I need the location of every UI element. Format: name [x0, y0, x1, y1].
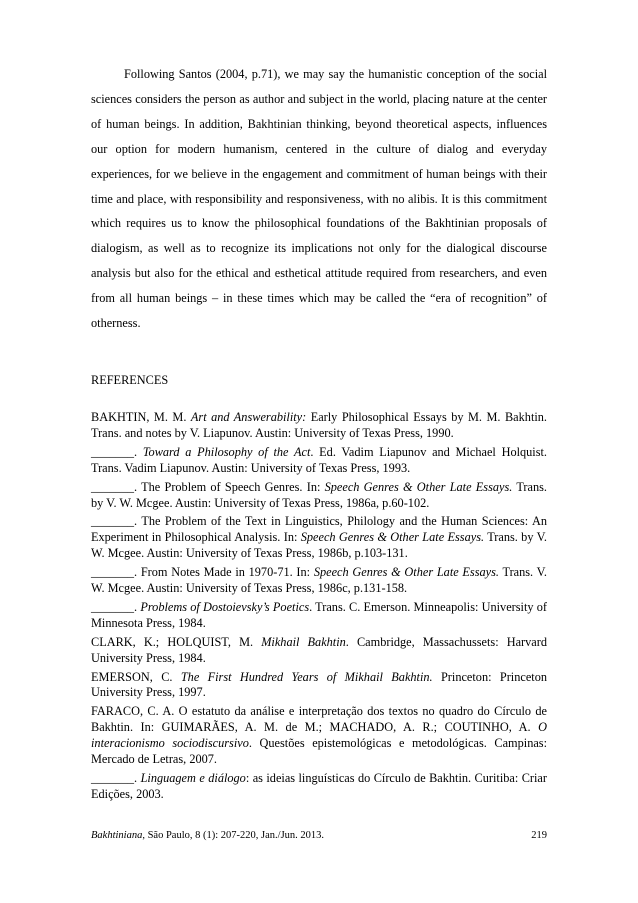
page-number: 219	[531, 830, 547, 841]
page-footer	[91, 830, 547, 841]
reference-item: _______. The Problem of Speech Genres. In: Speech Genres & Other Late Essays. Trans. by V. W. Mcgee. Austin: University of Texas Press, 1986a, p.60-102.	[91, 479, 547, 510]
body-paragraph: Following Santos (2004, p.71), we may say the humanistic conception of the social sciences considers the person as author and subject in the world, placing nature at the center of human beings. In addition, Bakhtinian thinking, beyond theoretical aspects, influences our option for modern humanism, centered in the culture of dialog and everyday experiences, for we believe in the engagement and commitment of human beings with their time and place, with responsibility and responsiveness, with no alibis. It is this commitment which requires us to know the philosophical foundations of the Bakhtinian proposals of dialogism, as well as to recognize its implications not only for the dialogical discourse analysis but also for the ethical and esthetical attitude required from researchers, and even from all human beings – in these times which may be called the “era of recognition” of otherness.	[91, 67, 547, 331]
references-heading: REFERENCES	[91, 372, 169, 387]
journal-name: Bakhtiniana	[91, 830, 143, 841]
reference-item: _______. Problems of Dostoievsky’s Poetics. Trans. C. Emerson. Minneapolis: University of Minnesota Press, 1984.	[91, 599, 547, 630]
reference-item: _______. Toward a Philosophy of the Act. Ed. Vadim Liapunov and Michael Holquist. Trans. Vadim Liapunov. Austin: University of Texas Press, 1993.	[91, 444, 548, 475]
reference-item: _______. The Problem of the Text in Linguistics, Philology and the Human Sciences: An Experiment in Philosophical Analysis. In: Speech Genres & Other Late Essays. Trans. by V. W. Mcgee. Austin: University of Texas Press, 1986b, p.103-131.	[91, 514, 547, 561]
reference-item: _______. From Notes Made in 1970-71. In: Speech Genres & Other Late Essays. Trans. V. W. Mcgee. Austin: University of Texas Press, 1986c, p.131-158.	[91, 565, 547, 596]
reference-item: _______. Linguagem e diálogo: as ideias linguísticas do Círculo de Bakhtin. Curitiba: Criar Edições, 2003.	[91, 771, 547, 801]
footer-citation: Bakhtiniana, São Paulo, 8 (1): 207-220, Jan./Jun. 2013.	[91, 830, 325, 841]
reference-item: EMERSON, C. The First Hundred Years of Mikhail Bakhtin. Princeton: Princeton University Press, 1997.	[91, 669, 547, 700]
page-content	[91, 62, 547, 806]
reference-item: CLARK, K.; HOLQUIST, M. Mikhail Bakhtin. Cambridge, Massachussets: Harvard University Press, 1984.	[91, 634, 547, 665]
references-list	[91, 410, 547, 803]
reference-item: FARACO, C. A. O estatuto da análise e interpretação dos textos no quadro do Círculo de Bakhtin. In: GUIMARÃES, A. M. de M.; MACHADO, A. R.; COUTINHO, A. O interacionismo sociodiscursivo. Questões epistemológicas e metodológicas. Campinas: Mercado de Letras, 2007.	[91, 704, 548, 767]
reference-item: BAKHTIN, M. M. Art and Answerability: Early Philosophical Essays by M. M. Bakhtin. Trans. and notes by V. Liapunov. Austin: University of Texas Press, 1990.	[91, 409, 547, 440]
